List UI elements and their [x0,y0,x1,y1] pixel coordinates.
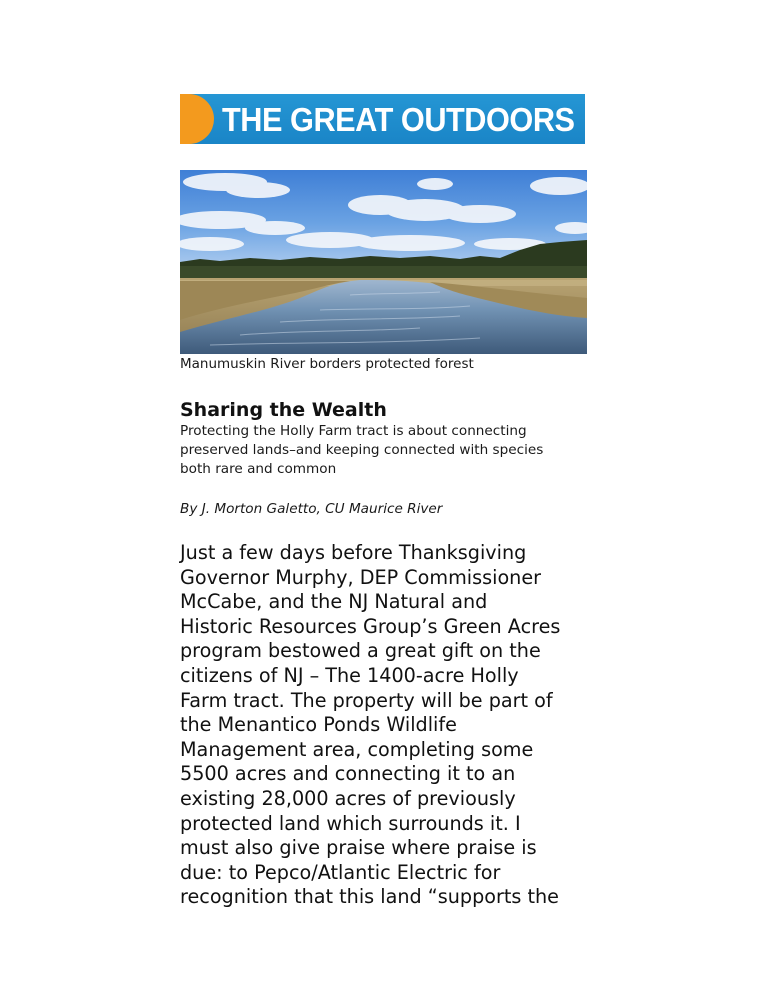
article-byline: By J. Morton Galetto, CU Maurice River [180,501,443,517]
article-headline: Sharing the Wealth [180,399,387,421]
body-line: Farm tract. The property will be part of [180,688,553,712]
body-line: recognition that this land “supports the [180,885,559,909]
body-line: existing 28,000 acres of previously [180,786,516,810]
article-body [180,541,590,910]
dek-line: both rare and common [180,461,337,477]
dek-line: Protecting the Holly Farm tract is about connecting [180,423,527,439]
banner-accent-shape [180,94,214,144]
body-line: citizens of NJ – The 1400-acre Holly [180,663,519,687]
body-line: protected land which surrounds it. I [180,811,521,835]
body-line: the Menantico Ponds Wildlife [180,713,457,737]
body-line: Management area, completing some [180,737,534,761]
body-line: due: to Pepco/Atlantic Electric for [180,860,501,884]
body-line: must also give praise where praise is [180,836,537,860]
body-line: program bestowed a great gift on the [180,639,541,663]
photo-caption: Manumuskin River borders protected forest [180,356,474,372]
article-dek [180,422,590,479]
body-line: 5500 acres and connecting it to an [180,762,516,786]
dek-line: preserved lands–and keeping connected with species [180,442,544,458]
body-line: Governor Murphy, DEP Commissioner [180,565,542,589]
body-line: McCabe, and the NJ Natural and [180,590,488,614]
section-title: THE GREAT OUTDOORS [222,101,575,138]
body-line: Just a few days before Thanksgiving [180,541,527,564]
river-landscape-photo [180,170,587,354]
section-banner [180,94,585,144]
body-line: Historic Resources Group’s Green Acres [180,614,561,638]
